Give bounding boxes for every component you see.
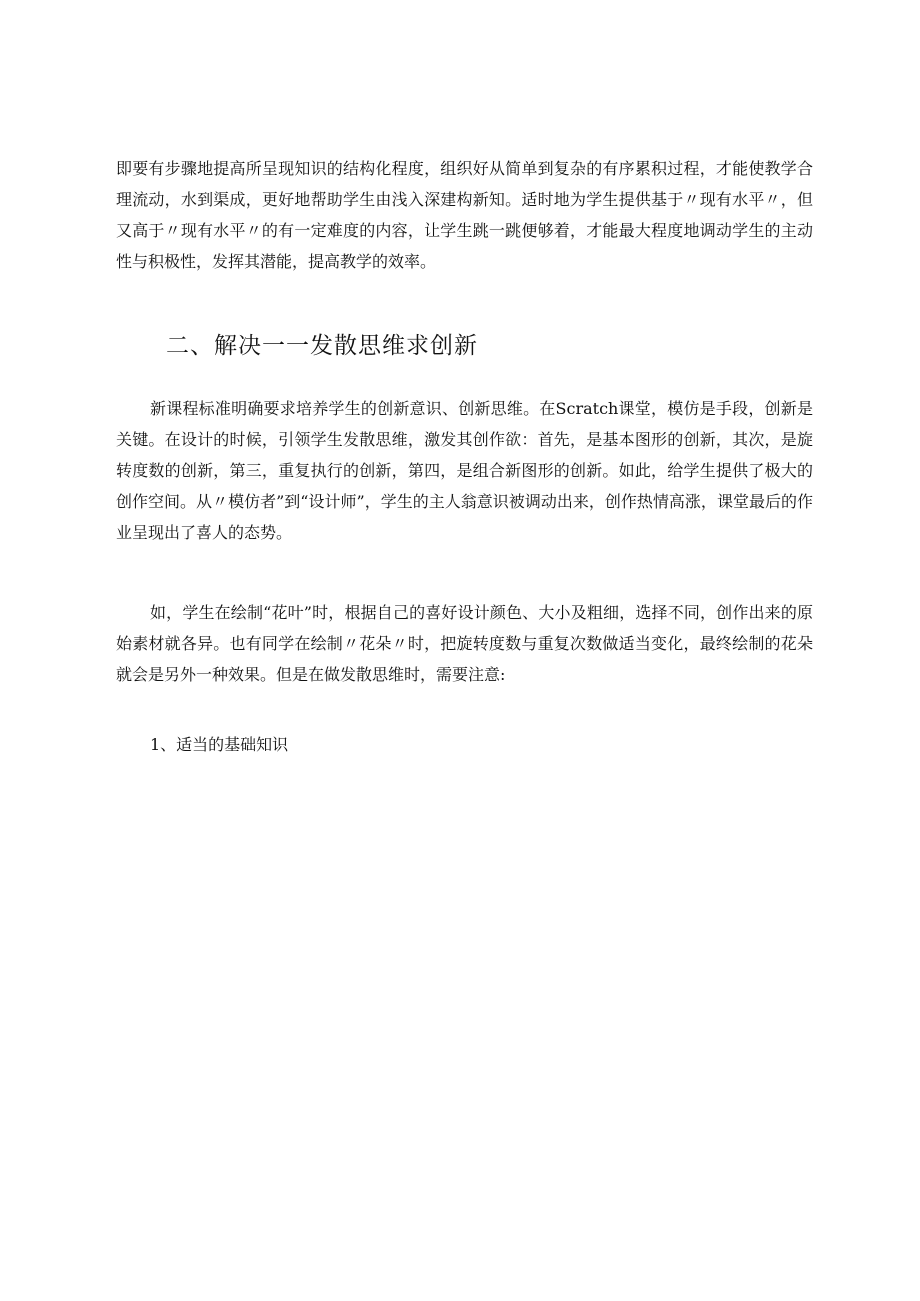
paragraph-example: 如，学生在绘制“花叶”时，根据自己的喜好设计颜色、大小及粗细，选择不同，创作出来的原始素材就各异。也有同学在绘制〃花朵〃时，把旋转度数与重复次数做适当变化，最终绘制的花朵就会是另外一种效果。但是在做发散思维时，需要注意: (116, 603, 813, 684)
paragraph-innovation: 新课程标准明确要求培养学生的创新意识、创新思维。在Scratch课堂，模仿是手段，创新是关键。在设计的时候，引领学生发散思维，激发其创作欲：首先，是基本图形的创新，其次，是旋转度数的创新，第三，重复执行的创新，第四，是组合新图形的创新。如此，给学生提供了极大的创作空间。从〃模仿者”到“设计师”，学生的主人翁意识被调动出来，创作热情高涨，课堂最后的作业呈现出了喜人的态势。 (116, 399, 813, 542)
paragraph-intro-continuation: 即要有步骤地提高所呈现知识的结构化程度，组织好从简单到复杂的有序累积过程，才能使教学合理流动，水到渠成，更好地帮助学生由浅入深建构新知。适时地为学生提供基于〃现有水平〃，但又高于〃现有水平〃的有一定难度的内容，让学生跳一跳便够着，才能最大程度地调动学生的主动性与积极性，发挥其潜能，提高教学的效率。 (116, 159, 813, 271)
list-item-basic-knowledge: 1、适当的基础知识 (150, 735, 289, 754)
section-heading: 二、解决一一发散思维求创新 (166, 333, 478, 359)
